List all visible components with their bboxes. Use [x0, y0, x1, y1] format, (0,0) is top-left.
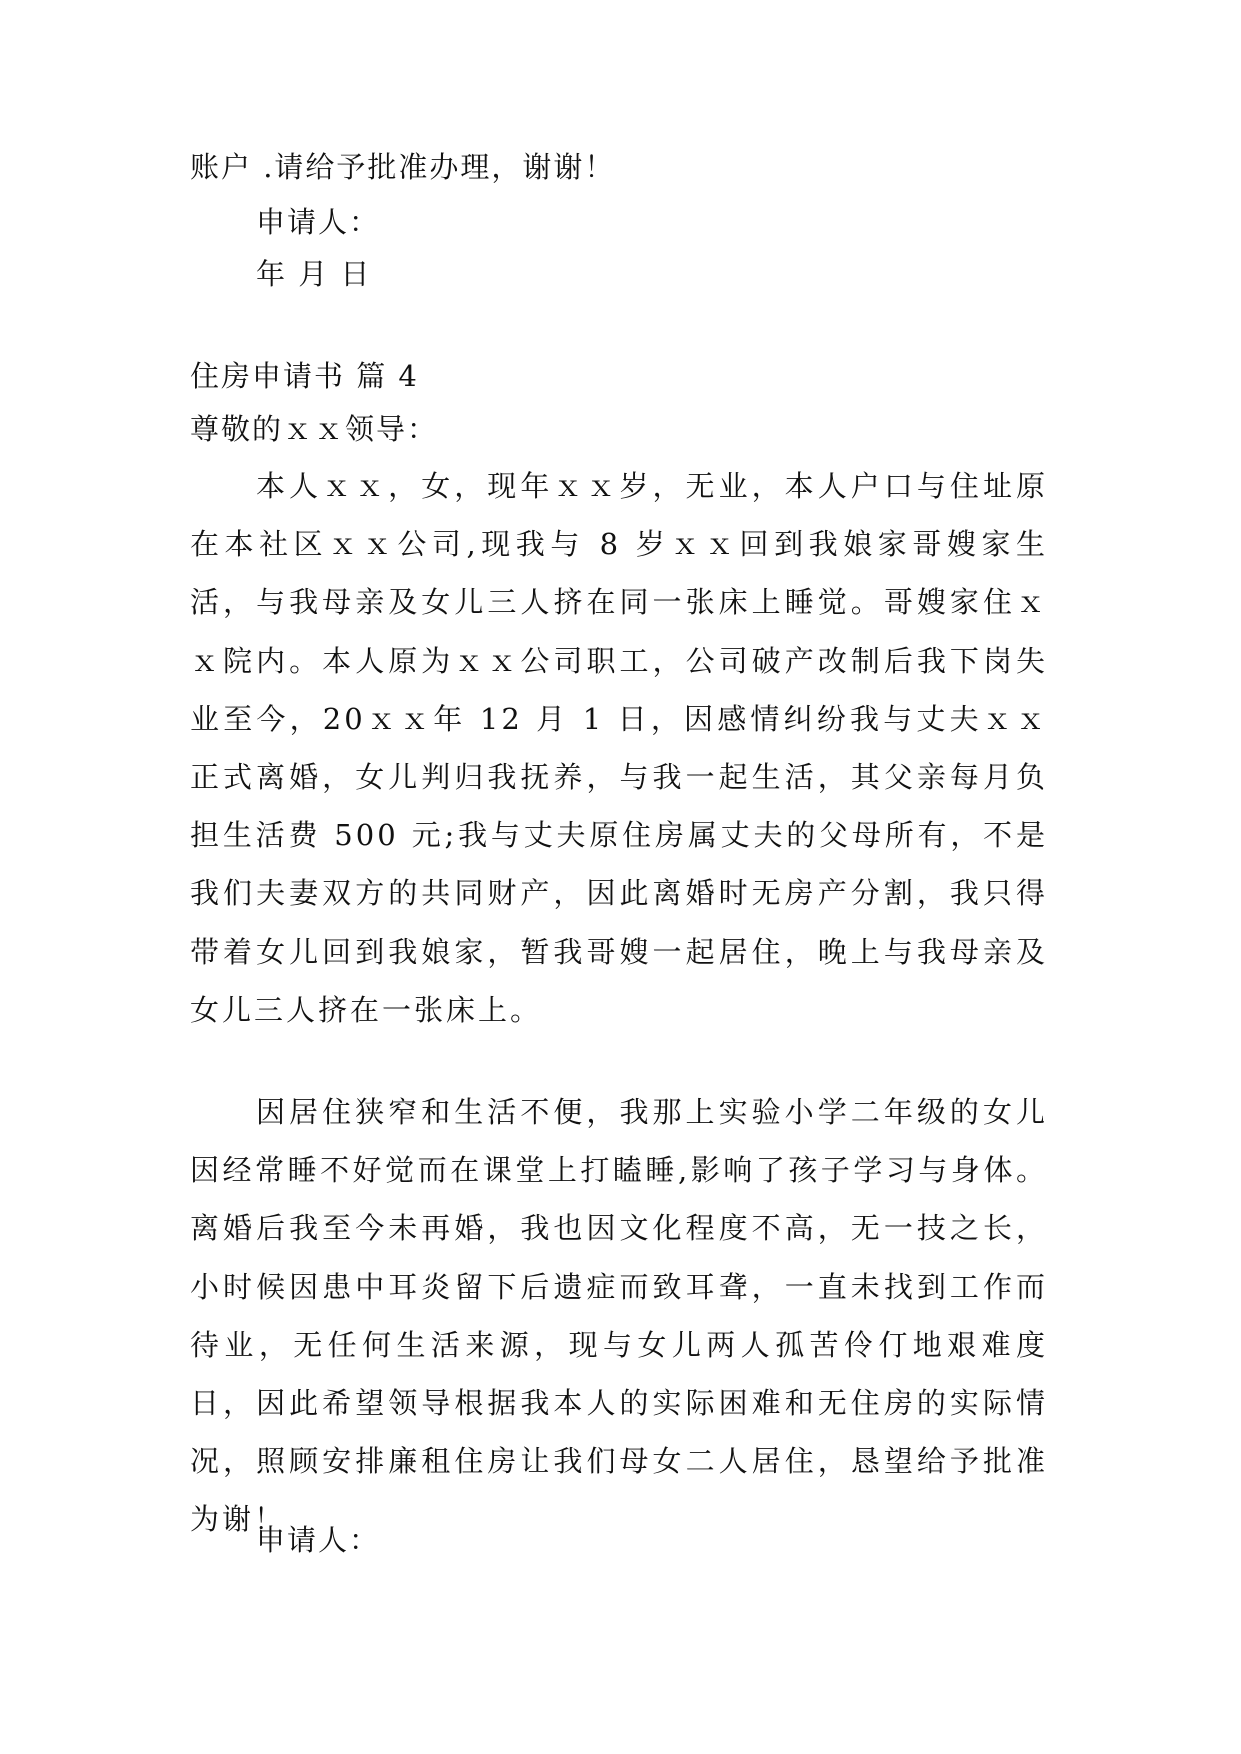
section-title: 住房申请书 篇 4 [190, 359, 419, 393]
body-paragraph-1: 本人ｘｘ，女，现年ｘｘ岁，无业，本人户口与住址原在本社区ｘｘ公司,现我与 8 岁ｘｘ回到我娘家哥嫂家生活，与我母亲及女儿三人挤在同一张床上睡觉。哥嫂家住ｘｘ院内。本人原为ｘｘ公司职工，公司破产改制后我下岗失业至今，20ｘｘ年 12 月 1 日，因感情纠纷我与丈夫ｘｘ正式离婚，女儿判归我抚养，与我一起生活，其父亲每月负担生活费 500 元;我与丈夫原住房属丈夫的父母所有，不是我们夫妻双方的共同财产，因此离婚时无房产分割，我只得带着女儿回到我娘家，暂我哥嫂一起居住，晚上与我母亲及女儿三人挤在一张床上。 [190, 469, 1048, 1027]
applicant-label: 申请人： [256, 205, 381, 239]
applicant-label-2: 申请人： [256, 1523, 381, 1557]
salutation: 尊敬的ｘｘ领导： [190, 412, 439, 446]
body-paragraph-2: 因居住狭窄和生活不便，我那上实验小学二年级的女儿因经常睡不好觉而在课堂上打瞌睡,影响了孩子学习与身体。离婚后我至今未再婚，我也因文化程度不高，无一技之长，小时候因患中耳炎留下后遗症而致耳聋，一直未找到工作而待业，无任何生活来源，现与女儿两人孤苦伶仃地艰难度日，因此希望领导根据我本人的实际困难和无住房的实际情况，照顾安排廉租住房让我们母女二人居住，恳望给予批准为谢！ [190, 1095, 1048, 1537]
closing-line: 账户 .请给予批准办理，谢谢！ [190, 150, 616, 184]
date-line: 年 月 日 [256, 257, 372, 291]
